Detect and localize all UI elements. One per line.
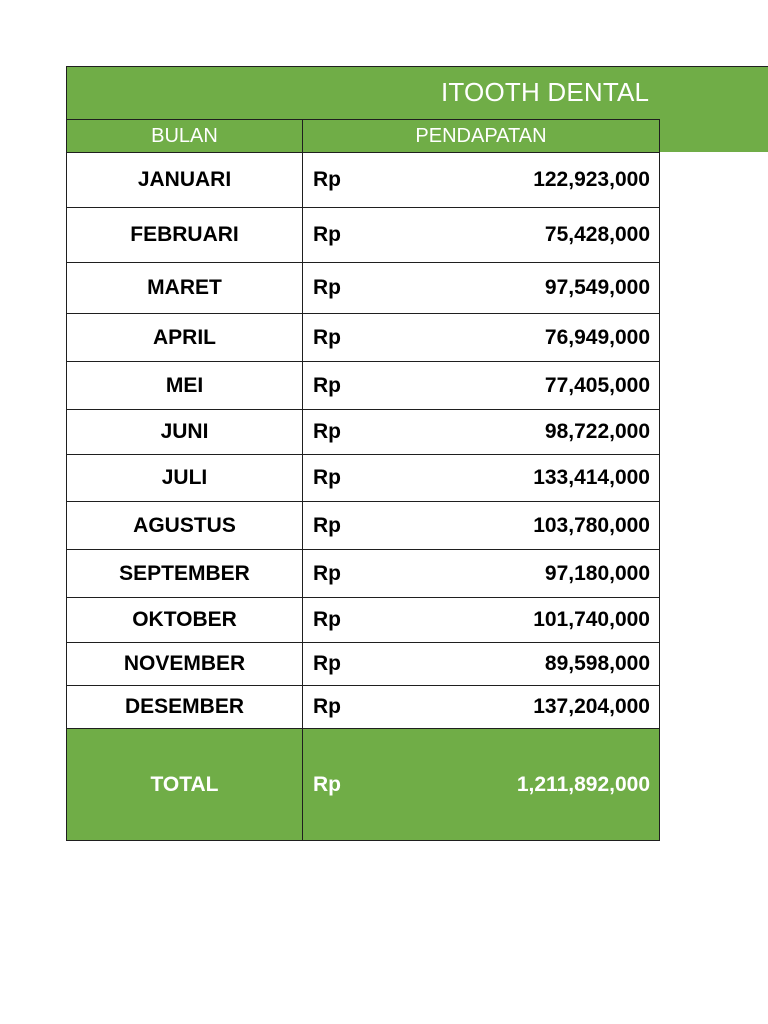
total-row	[67, 729, 660, 841]
month-cell: MARET	[67, 263, 303, 314]
revenue-cell	[303, 362, 660, 410]
currency-label: Rp	[313, 168, 341, 191]
total-currency-label: Rp	[313, 772, 341, 796]
table-row	[67, 455, 660, 502]
total-cell	[303, 729, 660, 841]
report-title: ITOOTH DENTAL	[441, 77, 650, 107]
header-row	[67, 120, 660, 153]
month-cell: MEI	[67, 362, 303, 410]
revenue-amount: 75,428,000	[544, 223, 650, 246]
table-row	[67, 550, 660, 598]
revenue-amount: 89,598,000	[544, 652, 650, 675]
month-cell: JULI	[67, 455, 303, 502]
revenue-cell	[303, 314, 660, 362]
header-fill-extension	[658, 119, 768, 152]
revenue-cell	[303, 263, 660, 314]
revenue-table	[66, 119, 660, 841]
header-revenue: PENDAPATAN	[303, 120, 660, 153]
table-row	[67, 686, 660, 729]
revenue-cell	[303, 502, 660, 550]
currency-label: Rp	[313, 276, 341, 299]
currency-label: Rp	[313, 420, 341, 443]
revenue-amount: 101,740,000	[533, 608, 650, 631]
table-row	[67, 153, 660, 208]
revenue-cell	[303, 686, 660, 729]
currency-label: Rp	[313, 373, 341, 397]
currency-label: Rp	[313, 466, 341, 489]
month-cell: JANUARI	[67, 153, 303, 208]
table-row	[67, 263, 660, 314]
month-cell: AGUSTUS	[67, 502, 303, 550]
month-cell: APRIL	[67, 314, 303, 362]
currency-label: Rp	[313, 513, 341, 537]
total-label: TOTAL	[67, 729, 303, 841]
month-cell: DESEMBER	[67, 686, 303, 729]
revenue-amount: 97,549,000	[544, 276, 650, 299]
revenue-amount: 133,414,000	[533, 466, 650, 489]
revenue-amount: 137,204,000	[533, 695, 650, 718]
revenue-cell	[303, 550, 660, 598]
revenue-cell	[303, 153, 660, 208]
table-row	[67, 410, 660, 455]
table-row	[67, 502, 660, 550]
month-cell: FEBRUARI	[67, 208, 303, 263]
currency-label: Rp	[313, 223, 341, 246]
header-month: BULAN	[67, 120, 303, 153]
revenue-cell	[303, 455, 660, 502]
title-bar	[66, 66, 768, 119]
revenue-cell	[303, 208, 660, 263]
revenue-amount: 77,405,000	[544, 373, 650, 397]
revenue-amount: 122,923,000	[533, 168, 650, 191]
currency-label: Rp	[313, 652, 341, 675]
currency-label: Rp	[313, 561, 341, 585]
table-row	[67, 314, 660, 362]
month-cell: SEPTEMBER	[67, 550, 303, 598]
currency-label: Rp	[313, 695, 341, 718]
table-row	[67, 643, 660, 686]
table-row	[67, 362, 660, 410]
revenue-cell	[303, 410, 660, 455]
month-cell: OKTOBER	[67, 598, 303, 643]
revenue-cell	[303, 643, 660, 686]
revenue-amount: 97,180,000	[544, 561, 650, 585]
currency-label: Rp	[313, 325, 341, 349]
month-cell: NOVEMBER	[67, 643, 303, 686]
revenue-cell	[303, 598, 660, 643]
currency-label: Rp	[313, 608, 341, 631]
revenue-amount: 98,722,000	[544, 420, 650, 443]
revenue-amount: 103,780,000	[533, 513, 650, 537]
month-cell: JUNI	[67, 410, 303, 455]
total-amount: 1,211,892,000	[516, 772, 650, 796]
revenue-amount: 76,949,000	[544, 325, 650, 349]
table-row	[67, 208, 660, 263]
table-row	[67, 598, 660, 643]
